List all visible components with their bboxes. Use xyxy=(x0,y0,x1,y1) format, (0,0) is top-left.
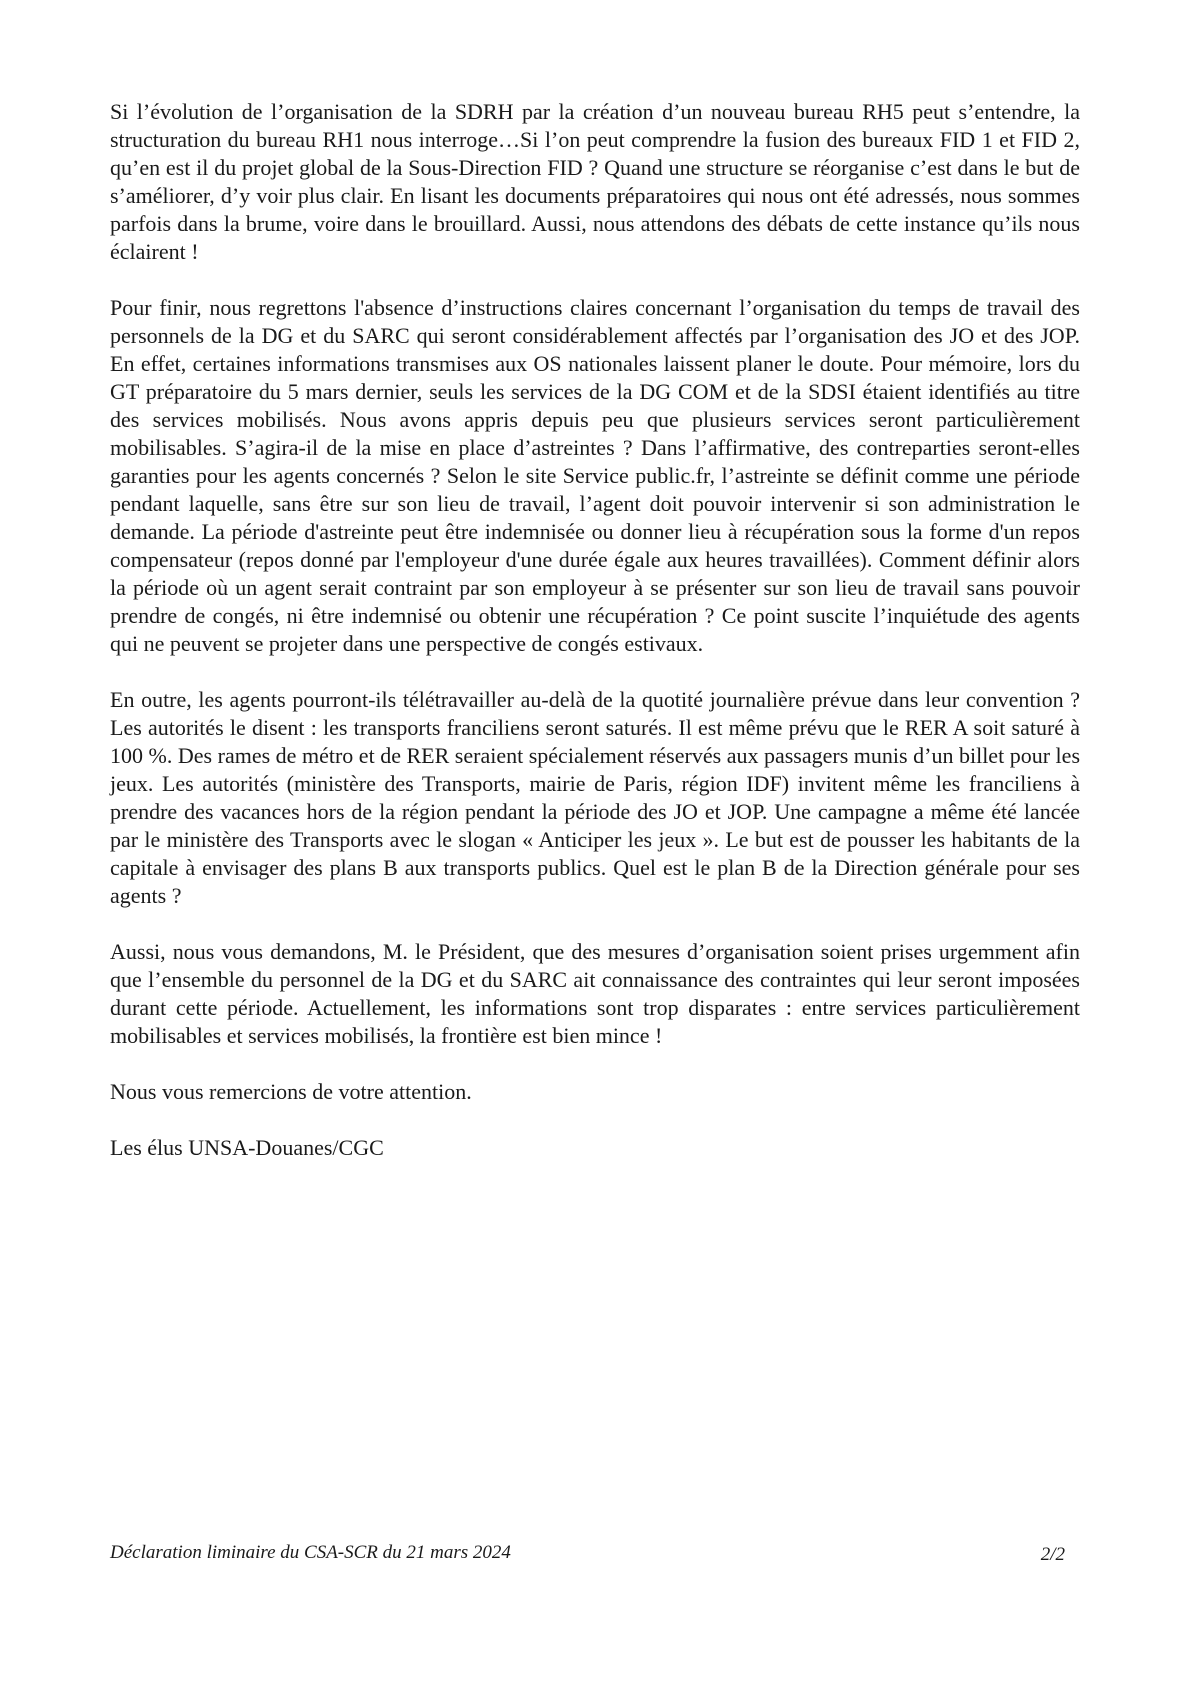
signature-line: Les élus UNSA-Douanes/CGC xyxy=(110,1135,384,1160)
paragraph-demande-mesures: Aussi, nous vous demandons, M. le Président, que des mesures d’organisation soient prises urgemment afin que l’ensemble du personnel de la DG et du SARC ait connaissance des contraintes qui leur seront imposées durant cette période. Actuellement, les informations sont trop disparates : entre services particulièrement mobilisables et services mobilisés, la frontière est bien mince ! xyxy=(110,939,1080,1048)
paragraph-temps-de-travail-jo: Pour finir, nous regrettons l'absence d’instructions claires concernant l’organisation du temps de travail des personnels de la DG et du SARC qui seront considérablement affectés par l’organisation des JO et des JOP. En effet, certaines informations transmises aux OS nationales laissent planer le doute. Pour mémoire, lors du GT préparatoire du 5 mars dernier, seuls les services de la DG COM et de la SDSI étaient identifiés au titre des services mobilisés. Nous avons appris depuis peu que plusieurs services seront particulièrement mobilisables. S’agira-il de la mise en place d’astreintes ? Dans l’affirmative, des contreparties seront-elles garanties pour les agents concernés ? Selon le site Service public.fr, l’astreinte se définit comme une période pendant laquelle, sans être sur son lieu de travail, l’agent doit pouvoir intervenir si son administration le demande. La période d'astreinte peut être indemnisée ou donner lieu à récupération sous la forme d'un repos compensateur (repos donné par l'employeur d'une durée égale aux heures travaillées). Comment définir alors la période où un agent serait contraint par son employeur à se présenter sur son lieu de travail sans pouvoir prendre de congés, ni être indemnisé ou obtenir une récupération ? Ce point suscite l’inquiétude des agents qui ne peuvent se projeter dans une perspective de congés estivaux. xyxy=(110,295,1080,656)
page-number: 2/2 xyxy=(1040,1544,1065,1565)
footer-title: Déclaration liminaire du CSA-SCR du 21 mars 2024 xyxy=(110,1542,511,1563)
paragraph-teletravail-transports: En outre, les agents pourront-ils télétravailler au-delà de la quotité journalière prévue dans leur convention ? Les autorités le disent : les transports franciliens seront saturés. Il est même prévu que le RER A soit saturé à 100 %. Des rames de métro et de RER seraient spécialement réservés aux passagers munis d’un billet pour les jeux. Les autorités (ministère des Transports, mairie de Paris, région IDF) invitent même les franciliens à prendre des vacances hors de la région pendant la période des JO et JOP. Une campagne a même été lancée par le ministère des Transports avec le slogan « Anticiper les jeux ». Le but est de pousser les habitants de la capitale à envisager des plans B aux transports publics. Quel est le plan B de la Direction générale pour ses agents ? xyxy=(110,687,1080,908)
document-body xyxy=(110,98,1080,1190)
paragraph-remerciements: Nous vous remercions de votre attention. xyxy=(110,1079,472,1104)
paragraph-organisation-sdrh: Si l’évolution de l’organisation de la SDRH par la création d’un nouveau bureau RH5 peut s’entendre, la structuration du bureau RH1 nous interroge…Si l’on peut comprendre la fusion des bureaux FID 1 et FID 2, qu’en est il du projet global de la Sous-Direction FID ? Quand une structure se réorganise c’est dans le but de s’améliorer, d’y voir plus clair. En lisant les documents préparatoires qui nous ont été adressés, nous sommes parfois dans la brume, voire dans le brouillard. Aussi, nous attendons des débats de cette instance qu’ils nous éclairent ! xyxy=(110,99,1080,264)
